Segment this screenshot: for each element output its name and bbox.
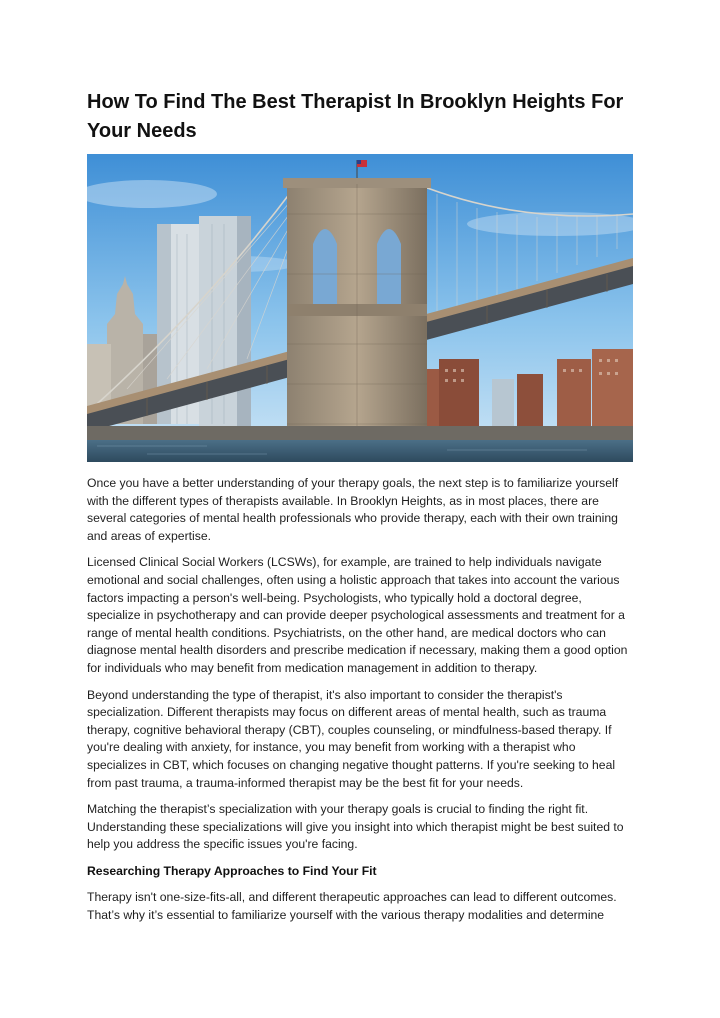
hero-image: [87, 154, 633, 462]
paragraph: Licensed Clinical Social Workers (LCSWs), for example, are trained to help individuals navigate emotional and social challenges, often using a holistic approach that takes into account the various factors impacting a person's well-being. Psychologists, who typically hold a doctoral degree, specialize in psychotherapy and can provide deeper psychological assessments and treatment for a range of mental health conditions. Psychiatrists, on the other hand, are medical doctors who can diagnose mental health disorders and prescribe medication if necessary, making them a good option for individuals who may benefit from medication management in addition to therapy.: [87, 555, 628, 675]
paragraph: Beyond understanding the type of therapist, it's also important to consider the therapist's specialization. Different therapists may focus on different areas of mental health, such as trauma therapy, cognitive behavioral therapy (CBT), couples counseling, or mindfulness-based therapy. If you're dealing with anxiety, for instance, you may benefit from working with a therapist who specializes in CBT, which focuses on changing negative thought patterns. If you're seeking to heal from past trauma, a trauma-informed therapist may be the best fit for your needs.: [87, 687, 616, 790]
paragraph: Matching the therapist’s specialization with your therapy goals is crucial to finding the right fit. Understanding these specializations will give you insight into which therapist might be best suited to help you address the specific issues you're facing.: [87, 802, 624, 852]
paragraph: Therapy isn't one-size-fits-all, and different therapeutic approaches can lead to different outcomes. That’s why it’s essential to familiarize yourself with the various therapy modalities and determine: [87, 890, 617, 923]
section-heading: Researching Therapy Approaches to Find Your Fit: [87, 863, 377, 878]
article: [87, 88, 633, 925]
page-title: How To Find The Best Therapist In Brooklyn Heights For Your Needs: [87, 91, 624, 142]
paragraph: Once you have a better understanding of your therapy goals, the next step is to familiarize yourself with the different types of therapists available. In Brooklyn Heights, as in most places, there are several categories of mental health professionals who provide therapy, each with their own training and areas of expertise.: [87, 476, 619, 543]
